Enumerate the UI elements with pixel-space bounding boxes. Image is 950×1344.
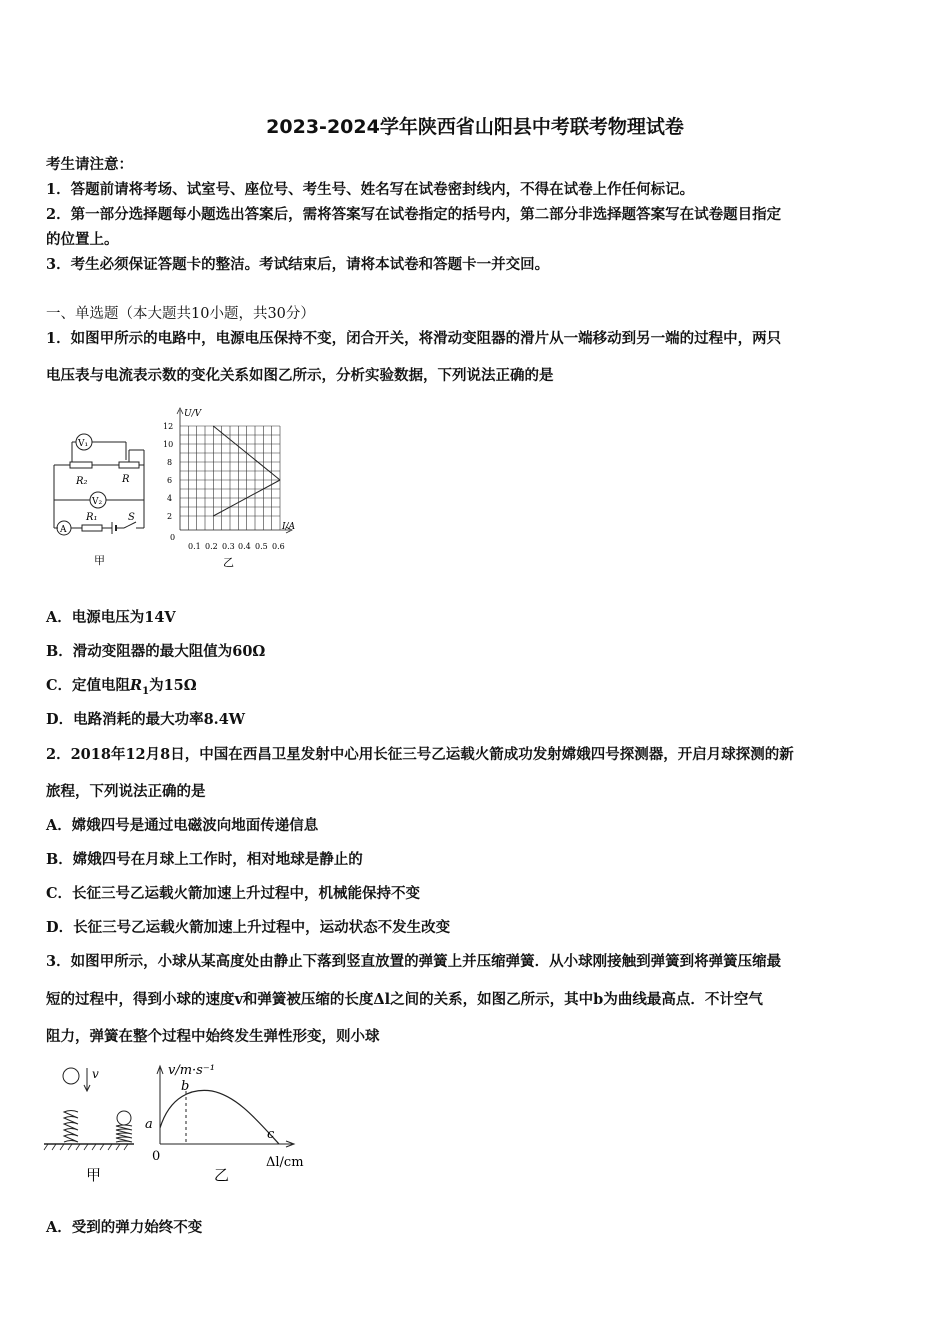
q1-option-a: A．电源电压为14V	[46, 609, 176, 626]
q3-point-c: c	[267, 1127, 275, 1142]
q3-point-a: a	[145, 1117, 153, 1132]
q2-option-c: C．长征三号乙运载火箭加速上升过程中，机械能保持不变	[46, 885, 421, 902]
page-title: 2023-2024学年陕西省山阳县中考联考物理试卷	[266, 116, 684, 138]
y-tick-12: 12	[163, 422, 174, 431]
q1-ui-graph	[160, 402, 310, 574]
x-tick-0.5: 0.5	[255, 542, 268, 551]
v1-label: V₁	[78, 439, 89, 449]
q3-v-label: v	[92, 1067, 99, 1081]
x-tick-0.4: 0.4	[238, 542, 251, 551]
q1-option-c-sub: 1	[142, 685, 150, 697]
q3-spring-figure	[42, 1058, 322, 1188]
x-tick-0.6: 0.6	[272, 542, 285, 551]
q3-stem-line-1: 3．如图甲所示，小球从某高度处由静止下落到竖直放置的弹簧上并压缩弹簧．从小球刚接触到弹簧到将弹簧压缩最	[46, 953, 782, 970]
q3-option-a: A．受到的弹力始终不变	[46, 1219, 203, 1236]
r-label: R	[122, 474, 130, 485]
q1-stem-line-1: 1．如图甲所示的电路中，电源电压保持不变，闭合开关，将滑动变阻器的滑片从一端移动到另一端的过程中，两只	[46, 330, 782, 347]
q1-stem-line-2: 电压表与电流表示数的变化关系如图乙所示，分析实验数据，下列说法正确的是	[46, 367, 554, 384]
section-heading: 一、单选题（本大题共10小题，共30分）	[46, 306, 315, 322]
r1-label: R₁	[86, 512, 98, 523]
q3-caption-right: 乙	[214, 1166, 230, 1184]
q1-fig-caption-right: 乙	[223, 556, 234, 569]
notice-item-2: 2．第一部分选择题每小题选出答案后，需将答案写在试卷指定的括号内，第二部分非选择题答案写在试卷题目指定	[46, 206, 782, 223]
q2-option-a: A．嫦娥四号是通过电磁波向地面传递信息	[46, 817, 319, 834]
q3-origin: 0	[152, 1149, 161, 1164]
q3-caption-left: 甲	[86, 1166, 102, 1184]
q1-option-c-symbol: R	[130, 677, 143, 694]
y-tick-6: 6	[167, 476, 173, 485]
origin-label: 0	[170, 533, 176, 542]
y-tick-10: 10	[163, 440, 174, 449]
q3-stem-line-3: 阻力，弹簧在整个过程中始终发生弹性形变，则小球	[46, 1028, 380, 1045]
y-tick-2: 2	[167, 512, 173, 521]
v2-label: V₂	[92, 497, 103, 507]
x-tick-0.3: 0.3	[222, 542, 235, 551]
q3-stem-line-2: 短的过程中，得到小球的速度v和弹簧被压缩的长度Δl之间的关系，如图乙所示，其中b为曲线最高点．不计空气	[46, 991, 763, 1008]
r2-label: R₂	[76, 476, 88, 487]
q1-option-d: D．电路消耗的最大功率8.4W	[46, 711, 246, 728]
ammeter-label: A	[60, 525, 67, 535]
q1-fig-caption-left: 甲	[94, 554, 105, 567]
q3-point-b: b	[181, 1079, 190, 1094]
q2-stem-line-2: 旅程，下列说法正确的是	[46, 783, 206, 800]
y-tick-4: 4	[167, 494, 173, 503]
q1-option-c	[46, 674, 197, 697]
q1-option-b: B．滑动变阻器的最大阻值为60Ω	[46, 643, 266, 660]
q2-option-d: D．长征三号乙运载火箭加速上升过程中，运动状态不发生改变	[46, 919, 451, 936]
notice-item-2-cont: 的位置上。	[46, 231, 119, 248]
x-tick-0.2: 0.2	[205, 542, 218, 551]
notice-heading: 考生请注意：	[46, 156, 133, 173]
notice-item-3: 3．考生必须保证答题卡的整洁。考试结束后，请将本试卷和答题卡一并交回。	[46, 256, 550, 273]
q1-circuit-diagram	[44, 420, 154, 570]
x-tick-0.1: 0.1	[188, 542, 201, 551]
q2-stem-line-1: 2．2018年12月8日，中国在西昌卫星发射中心用长征三号乙运载火箭成功发射嫦娥四号探测器，开启月球探测的新	[46, 746, 794, 763]
q1-option-c-tail: 为15Ω	[149, 677, 197, 694]
q2-option-b: B．嫦娥四号在月球上工作时，相对地球是静止的	[46, 851, 363, 868]
y-tick-8: 8	[167, 458, 173, 467]
y-axis-label: U/V	[184, 409, 202, 419]
q3-x-axis-label: Δl/cm	[266, 1155, 304, 1170]
q1-option-c-text: C．定值电阻	[46, 677, 131, 694]
switch-label: S	[128, 512, 135, 523]
x-axis-label: I/A	[282, 522, 296, 532]
q3-y-axis-label: v/m·s⁻¹	[168, 1063, 215, 1078]
notice-item-1: 1．答题前请将考场、试室号、座位号、考生号、姓名写在试卷密封线内，不得在试卷上作任何标记。	[46, 181, 695, 198]
